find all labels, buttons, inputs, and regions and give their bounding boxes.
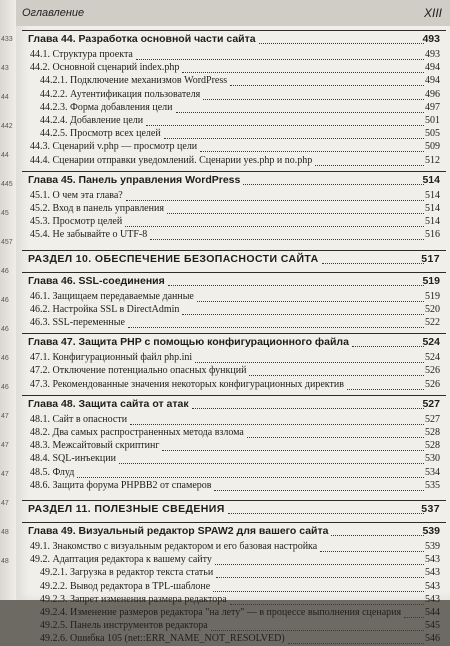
toc-page-number: 539 xyxy=(425,541,440,552)
toc-entry xyxy=(16,127,450,141)
dot-leader xyxy=(162,449,424,451)
toc-page-number: 527 xyxy=(422,397,440,410)
dot-leader xyxy=(230,603,424,605)
margin-number: 47 xyxy=(1,471,9,478)
dot-leader xyxy=(167,212,424,214)
toc-entry xyxy=(16,619,450,633)
toc-entry xyxy=(16,479,450,493)
heading-rule xyxy=(22,395,446,396)
toc-entry-title: 49.2.5. Панель инструментов редактора xyxy=(40,620,208,632)
toc-entry-title: Глава 45. Панель управления WordPress xyxy=(28,173,241,186)
toc-entry-title: 47.3. Рекомендованные значения некоторых конфигурационных директив xyxy=(30,378,344,390)
toc-entry xyxy=(16,154,450,168)
toc-page-number: 543 xyxy=(425,567,440,579)
margin-number: 46 xyxy=(1,297,9,304)
toc-entry-title: 47.1. Конфигурационный файл php.ini xyxy=(30,352,193,364)
dot-leader xyxy=(128,326,424,328)
dot-leader xyxy=(200,150,424,152)
dot-leader xyxy=(182,313,424,315)
toc-entry xyxy=(16,540,450,554)
dot-leader xyxy=(176,111,424,113)
margin-number: 44 xyxy=(1,152,9,159)
toc-page-number: 537 xyxy=(421,503,440,515)
page-number: XIII xyxy=(423,6,442,20)
toc-entry-title: 49.2.6. Ошибка 105 (net::ERR_NAME_NOT_RESOLVED) xyxy=(40,633,285,645)
heading-rule xyxy=(22,272,446,273)
dot-leader xyxy=(331,534,424,536)
toc-page-number: 524 xyxy=(422,336,440,349)
margin-number: 48 xyxy=(1,558,9,565)
toc-page-number: 543 xyxy=(425,580,440,592)
toc-entry xyxy=(16,290,450,304)
toc-entry-title: 44.1. Структура проекта xyxy=(30,49,133,60)
toc-page-number: 494 xyxy=(425,62,440,74)
toc-page-number: 543 xyxy=(425,593,440,605)
toc-page-number: 505 xyxy=(425,128,440,140)
dot-leader xyxy=(211,629,424,631)
toc-entry-title: Глава 47. Защита PHP с помощью конфигурационного файла xyxy=(28,336,349,349)
toc-chapter-heading xyxy=(16,274,450,288)
page-header xyxy=(16,0,450,26)
toc-page-number: 516 xyxy=(425,229,440,241)
dot-leader xyxy=(352,345,424,347)
toc-entry-title: 48.5. Флуд xyxy=(30,466,75,478)
toc-entry xyxy=(16,202,450,216)
toc-page-number: 493 xyxy=(425,49,440,60)
dot-leader xyxy=(243,183,424,185)
toc-entry-title: 45.2. Вход в панель управления xyxy=(30,203,164,214)
toc-page-number: 509 xyxy=(425,141,440,153)
toc-entry xyxy=(16,466,450,480)
dot-leader xyxy=(322,262,424,264)
toc-page-number: 514 xyxy=(425,203,440,214)
toc-entry-title: 46.2. Настройка SSL в DirectAdmin xyxy=(30,303,180,315)
margin-number: 47 xyxy=(1,413,9,420)
dot-leader xyxy=(259,42,424,44)
toc-page-number: 544 xyxy=(425,607,440,618)
dot-leader xyxy=(77,476,424,478)
toc-page-number: 534 xyxy=(425,466,440,478)
heading-rule xyxy=(22,500,446,501)
toc-page-number: 527 xyxy=(425,413,440,425)
margin-number: 48 xyxy=(1,529,9,536)
toc-entry xyxy=(16,114,450,128)
toc-entry xyxy=(16,215,450,229)
heading-rule xyxy=(22,333,446,334)
dot-leader xyxy=(150,238,424,240)
toc-chapter-heading xyxy=(16,173,450,187)
dot-leader xyxy=(119,462,424,464)
toc-entry-title: Глава 48. Защита сайта от атак xyxy=(28,397,189,410)
toc-entry-title: РАЗДЕЛ 10. ОБЕСПЕЧЕНИЕ БЕЗОПАСНОСТИ САЙТА xyxy=(28,252,319,265)
toc-entry-title: 48.6. Защита форума PHPBB2 от спамеров xyxy=(30,479,212,491)
toc-entry xyxy=(16,606,450,620)
toc-entry-title: 44.2.5. Просмотр всех целей xyxy=(40,128,161,140)
heading-rule xyxy=(22,30,446,31)
dot-leader xyxy=(288,642,424,644)
toc-page-number: 514 xyxy=(422,173,440,186)
dot-leader xyxy=(164,137,424,139)
previous-page-edge xyxy=(0,0,16,600)
dot-leader xyxy=(247,436,424,438)
toc-entry xyxy=(16,553,450,567)
dot-leader xyxy=(136,58,424,60)
toc-page-number: 519 xyxy=(422,274,440,287)
toc-part-heading xyxy=(16,502,450,516)
toc-page-number: 526 xyxy=(425,365,440,377)
margin-number: 43 xyxy=(1,65,9,72)
dot-leader xyxy=(195,361,424,363)
toc-entry-title: 45.1. О чем эта глава? xyxy=(30,189,123,201)
toc-entry xyxy=(16,316,450,330)
toc-entry xyxy=(16,364,450,378)
dot-leader xyxy=(192,407,424,409)
toc-entry-title: 49.2.2. Вывод редактора в TPL-шаблоне xyxy=(40,580,211,592)
toc-page xyxy=(16,0,450,645)
dot-leader xyxy=(126,199,424,201)
toc-entry-title: 48.2. Два самых распространенных метода взлома xyxy=(30,427,244,438)
toc-entry xyxy=(16,48,450,62)
toc-page-number: 539 xyxy=(422,525,440,537)
toc-chapter-heading xyxy=(16,32,450,46)
toc-entry-title: 44.3. Сценарий v.php — просмотр цели xyxy=(30,141,198,153)
toc-entry xyxy=(16,88,450,102)
toc-page-number: 514 xyxy=(425,189,440,201)
dot-leader xyxy=(168,284,424,286)
margin-number: 46 xyxy=(1,355,9,362)
toc-page-number: 543 xyxy=(425,554,440,566)
margin-number: 46 xyxy=(1,326,9,333)
toc-page-number: 501 xyxy=(425,115,440,126)
toc-entry-title: 46.1. Защищаем передаваемые данные xyxy=(30,290,194,302)
dot-leader xyxy=(320,550,424,552)
toc-chapter-heading xyxy=(16,397,450,411)
dot-leader xyxy=(125,225,424,227)
dot-leader xyxy=(214,489,424,491)
dot-leader xyxy=(146,124,424,126)
heading-rule xyxy=(22,171,446,172)
toc-page-number: 493 xyxy=(422,33,440,45)
margin-number: 46 xyxy=(1,384,9,391)
toc-entry xyxy=(16,189,450,203)
toc-page-number: 517 xyxy=(421,252,440,265)
toc-entry-title: 49.2.4. Изменение размеров редактора "на лету" — в процессе выполнения сценария xyxy=(40,607,402,618)
dot-leader xyxy=(347,388,424,390)
toc-entry xyxy=(16,228,450,242)
margin-number: 445 xyxy=(1,181,13,188)
toc-entry xyxy=(16,140,450,154)
dot-leader xyxy=(315,164,424,166)
toc-entry-title: 47.2. Отключение потенциально опасных функций xyxy=(30,365,247,377)
toc-entry-title: 45.3. Просмотр целей xyxy=(30,216,123,228)
toc-entry-title: 49.1. Знакомство с визуальным редактором и его базовая настройка xyxy=(30,541,318,552)
toc-entry-title: 48.4. SQL-инъекции xyxy=(30,453,116,465)
dot-leader xyxy=(130,423,424,425)
heading-rule xyxy=(22,250,446,251)
margin-number: 433 xyxy=(1,36,13,43)
toc-entry-title: 44.4. Сценарии отправки уведомлений. Сценарии yes.php и no.php xyxy=(30,154,313,166)
toc-entry-title: 49.2.3. Запрет изменения размера редактора xyxy=(40,593,227,605)
toc-entry-title: 48.1. Сайт в опасности xyxy=(30,413,128,425)
dot-leader xyxy=(230,84,424,86)
toc-page-number: 522 xyxy=(425,317,440,328)
toc-entry-title: 44.2. Основной сценарий index.php xyxy=(30,62,180,74)
toc-page-number: 514 xyxy=(425,216,440,228)
toc-entry-title: 44.2.4. Добавление цели xyxy=(40,115,144,126)
toc-entry xyxy=(16,426,450,440)
toc-page-number: 520 xyxy=(425,303,440,315)
margin-number: 44 xyxy=(1,94,9,101)
toc-page-number: 512 xyxy=(425,154,440,166)
toc-entry xyxy=(16,632,450,646)
toc-chapter-heading xyxy=(16,335,450,349)
dot-leader xyxy=(249,374,424,376)
toc-entry xyxy=(16,413,450,427)
toc-entry xyxy=(16,61,450,75)
dot-leader xyxy=(215,563,424,565)
toc-page-number: 528 xyxy=(425,427,440,438)
toc-entry-title: 44.2.2. Аутентификация пользователя xyxy=(40,88,201,100)
toc-entry xyxy=(16,101,450,115)
toc-page-number: 546 xyxy=(425,633,440,645)
toc-entry-title: 45.4. Не забывайте о UTF-8 xyxy=(30,229,148,241)
toc-page-number: 519 xyxy=(425,290,440,302)
toc-entry-title: 48.3. Межсайтовый скриптинг xyxy=(30,440,160,452)
toc-page-number: 535 xyxy=(425,479,440,491)
toc-entry xyxy=(16,593,450,607)
toc-page-number: 497 xyxy=(425,101,440,113)
toc-page-number: 496 xyxy=(425,88,440,100)
toc-entry xyxy=(16,74,450,88)
toc-entry-title: 44.2.3. Форма добавления цели xyxy=(40,101,173,113)
toc-page-number: 545 xyxy=(425,620,440,632)
toc-entry xyxy=(16,351,450,365)
toc-entry-title: РАЗДЕЛ 11. ПОЛЕЗНЫЕ СВЕДЕНИЯ xyxy=(28,503,225,515)
dot-leader xyxy=(203,98,424,100)
dot-leader xyxy=(197,300,424,302)
running-head: Оглавление xyxy=(22,7,85,19)
dot-leader xyxy=(213,590,424,592)
toc-entry xyxy=(16,378,450,392)
margin-number: 46 xyxy=(1,268,9,275)
margin-number: 457 xyxy=(1,239,13,246)
toc-page-number: 530 xyxy=(425,453,440,465)
margin-number: 442 xyxy=(1,123,13,130)
dot-leader xyxy=(228,512,424,514)
toc-entry-title: Глава 49. Визуальный редактор SPAW2 для вашего сайта xyxy=(28,525,329,537)
toc-page-number: 528 xyxy=(425,440,440,452)
toc-entry-title: Глава 44. Разработка основной части сайта xyxy=(28,33,256,45)
toc-entry xyxy=(16,452,450,466)
margin-number: 45 xyxy=(1,210,9,217)
toc-part-heading xyxy=(16,252,450,266)
dot-leader xyxy=(216,576,424,578)
toc-entry xyxy=(16,303,450,317)
toc-page-number: 526 xyxy=(425,378,440,390)
dot-leader xyxy=(404,616,424,618)
toc-page-number: 494 xyxy=(425,75,440,87)
toc-chapter-heading xyxy=(16,524,450,538)
toc-entry xyxy=(16,580,450,594)
toc-entry-title: 46.3. SSL-переменные xyxy=(30,317,125,328)
toc-entry xyxy=(16,566,450,580)
toc-entry-title: 44.2.1. Подключение механизмов WordPress xyxy=(40,75,228,87)
dot-leader xyxy=(182,71,424,73)
toc-entry-title: 49.2.1. Загрузка в редактор текста статьи xyxy=(40,567,214,579)
margin-number: 47 xyxy=(1,442,9,449)
toc-entry xyxy=(16,439,450,453)
toc-entry-title: Глава 46. SSL-соединения xyxy=(28,274,165,287)
heading-rule xyxy=(22,522,446,523)
toc-page-number: 524 xyxy=(425,352,440,364)
margin-number: 47 xyxy=(1,500,9,507)
toc-entry-title: 49.2. Адаптация редактора к вашему сайту xyxy=(30,554,212,566)
